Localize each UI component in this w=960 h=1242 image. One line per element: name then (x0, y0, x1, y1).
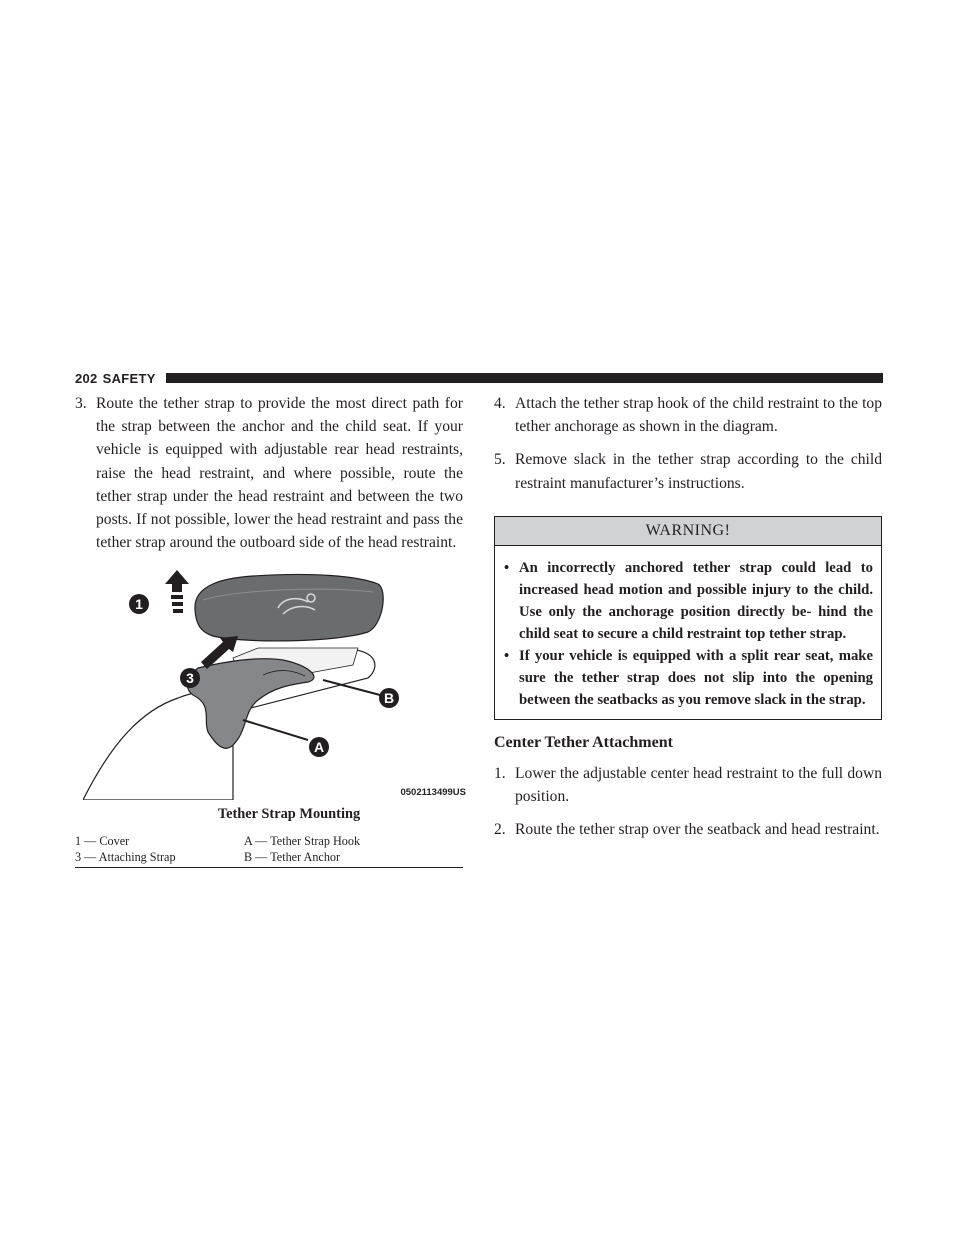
right-column (494, 392, 882, 841)
step-number: 1. (494, 764, 506, 782)
step-number: 3. (75, 395, 87, 412)
step-number: 2. (494, 821, 506, 839)
warning-item (503, 645, 873, 711)
callout-b: B (383, 690, 395, 707)
warning-title: WARNING! (495, 517, 881, 546)
legend-row (75, 850, 463, 866)
left-column (75, 392, 466, 868)
step-text: Remove slack in the tether strap according to the child restraint manufacturer’s instructions. (515, 451, 882, 492)
step-number: 5. (494, 451, 506, 469)
callout-3: 3 (186, 670, 194, 687)
step-text: Route the tether strap to provide the most direct path for the strap between the anchor and the child seat. If your vehicle is equipped with adjustable rear head restraints, raise the head restraint, and where possible, route the tether strap under the head restraint and between the two posts. If not possible, lower the head restraint and pass the tether strap around the outboard side of the head restraint. (96, 395, 463, 552)
step-text: Route the tether strap over the seatback and head restraint. (515, 821, 880, 839)
step-3 (75, 392, 463, 554)
section-title: SAFETY (102, 370, 156, 386)
page-number: 202 (75, 370, 98, 386)
tether-strap-figure (83, 570, 468, 800)
legend-item: 1 — Cover (75, 834, 130, 849)
center-step-2 (494, 818, 882, 841)
figure-legend (75, 834, 463, 868)
figure-code: 0502113499US (400, 787, 466, 799)
bullet-icon: • (504, 647, 510, 664)
warning-body (495, 546, 881, 719)
center-step-1 (494, 762, 882, 808)
bullet-icon: • (504, 559, 510, 576)
warning-text: An incorrectly anchored tether strap could lead to increased head motion and possible injury to the child. Use only the anchorage position directly be- hind the child seat to secure a child restraint top tether strap. (519, 559, 873, 642)
step-5 (494, 448, 882, 494)
section-subheading: Center Tether Attachment (494, 733, 673, 751)
warning-text: If your vehicle is equipped with a split rear seat, make sure the tether strap does not slip into the opening between the seatbacks as you remove slack in the strap. (519, 647, 873, 708)
legend-row (75, 834, 463, 850)
step-text: Lower the adjustable center head restraint to the full down position. (515, 764, 882, 806)
step-4 (494, 392, 882, 438)
figure-caption: Tether Strap Mounting (217, 806, 361, 823)
tether-illustration (83, 570, 468, 800)
legend-item: 3 — Attaching Strap (75, 849, 176, 864)
legend-item: B — Tether Anchor (244, 849, 341, 864)
warning-box (494, 516, 882, 720)
header-rule (166, 373, 883, 383)
step-text: Attach the tether strap hook of the child restraint to the top tether anchorage as shown in the diagram. (515, 395, 882, 436)
page-header (75, 369, 883, 387)
step-number: 4. (494, 395, 506, 412)
callout-1: 1 (135, 596, 143, 613)
callout-a: A (313, 739, 325, 756)
warning-item (503, 557, 873, 645)
legend-item: A — Tether Strap Hook (244, 834, 361, 849)
